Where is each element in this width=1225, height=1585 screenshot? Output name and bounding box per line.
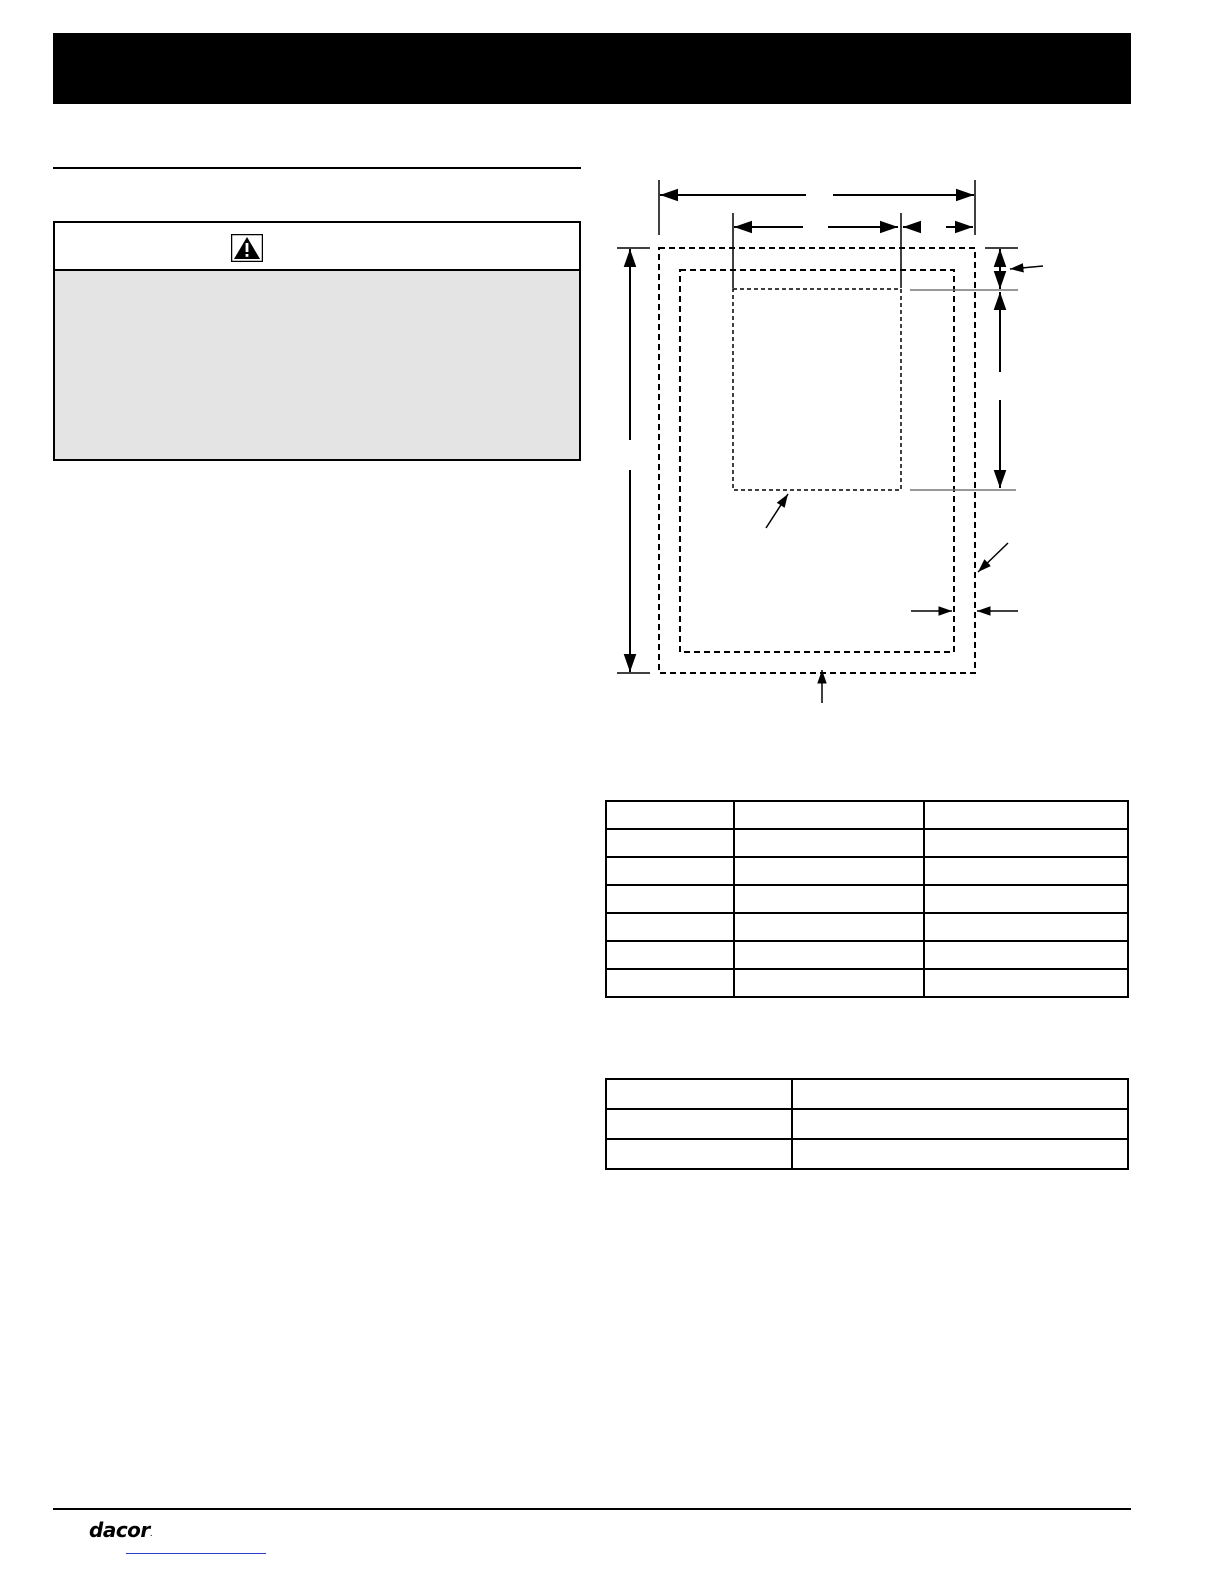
table-cell	[924, 857, 1128, 885]
table-cell	[734, 829, 924, 857]
table-cell	[734, 969, 924, 997]
table-cell	[606, 1109, 792, 1139]
table-row	[606, 1109, 1128, 1139]
table-cell	[792, 1139, 1128, 1169]
dimensions-table	[605, 800, 1129, 998]
table-cell	[606, 885, 734, 913]
table-row	[606, 941, 1128, 969]
dacor-logo	[89, 1518, 152, 1542]
table-cell	[924, 885, 1128, 913]
page-header-bar	[53, 33, 1131, 104]
table-cell	[606, 801, 734, 829]
section-rule	[53, 167, 581, 169]
table-cell	[734, 857, 924, 885]
table-cell	[734, 885, 924, 913]
table-cell	[734, 941, 924, 969]
table-cell	[924, 801, 1128, 829]
table-cell	[792, 1109, 1128, 1139]
table-cell	[734, 913, 924, 941]
table-row	[606, 829, 1128, 857]
table-cell	[606, 1079, 792, 1109]
table-cell	[924, 913, 1128, 941]
footer-link[interactable]	[126, 1553, 266, 1554]
brand-mark: .	[149, 1529, 153, 1539]
cutout-outline	[733, 289, 901, 490]
table-row	[606, 801, 1128, 829]
table-cell	[606, 913, 734, 941]
table-row	[606, 857, 1128, 885]
table-cell	[792, 1079, 1128, 1109]
table-row	[606, 913, 1128, 941]
table-row	[606, 1139, 1128, 1169]
table-row	[606, 885, 1128, 913]
warning-box	[53, 221, 581, 461]
brand-text: dacor	[89, 1518, 150, 1542]
warning-triangle-icon	[231, 234, 263, 262]
secondary-table	[605, 1078, 1129, 1170]
table-cell	[606, 829, 734, 857]
table-cell	[924, 829, 1128, 857]
table-cell	[924, 969, 1128, 997]
table-cell	[734, 801, 924, 829]
warning-body	[55, 271, 579, 459]
table-cell	[606, 941, 734, 969]
table-cell	[606, 1139, 792, 1169]
footer-rule	[53, 1508, 1131, 1510]
table-cell	[924, 941, 1128, 969]
table-row	[606, 1079, 1128, 1109]
outer-outline	[659, 248, 975, 673]
inner-outline	[680, 270, 954, 652]
table-cell	[606, 857, 734, 885]
table-row	[606, 969, 1128, 997]
installation-diagram	[600, 170, 1060, 710]
warning-header	[55, 223, 579, 271]
table-cell	[606, 969, 734, 997]
